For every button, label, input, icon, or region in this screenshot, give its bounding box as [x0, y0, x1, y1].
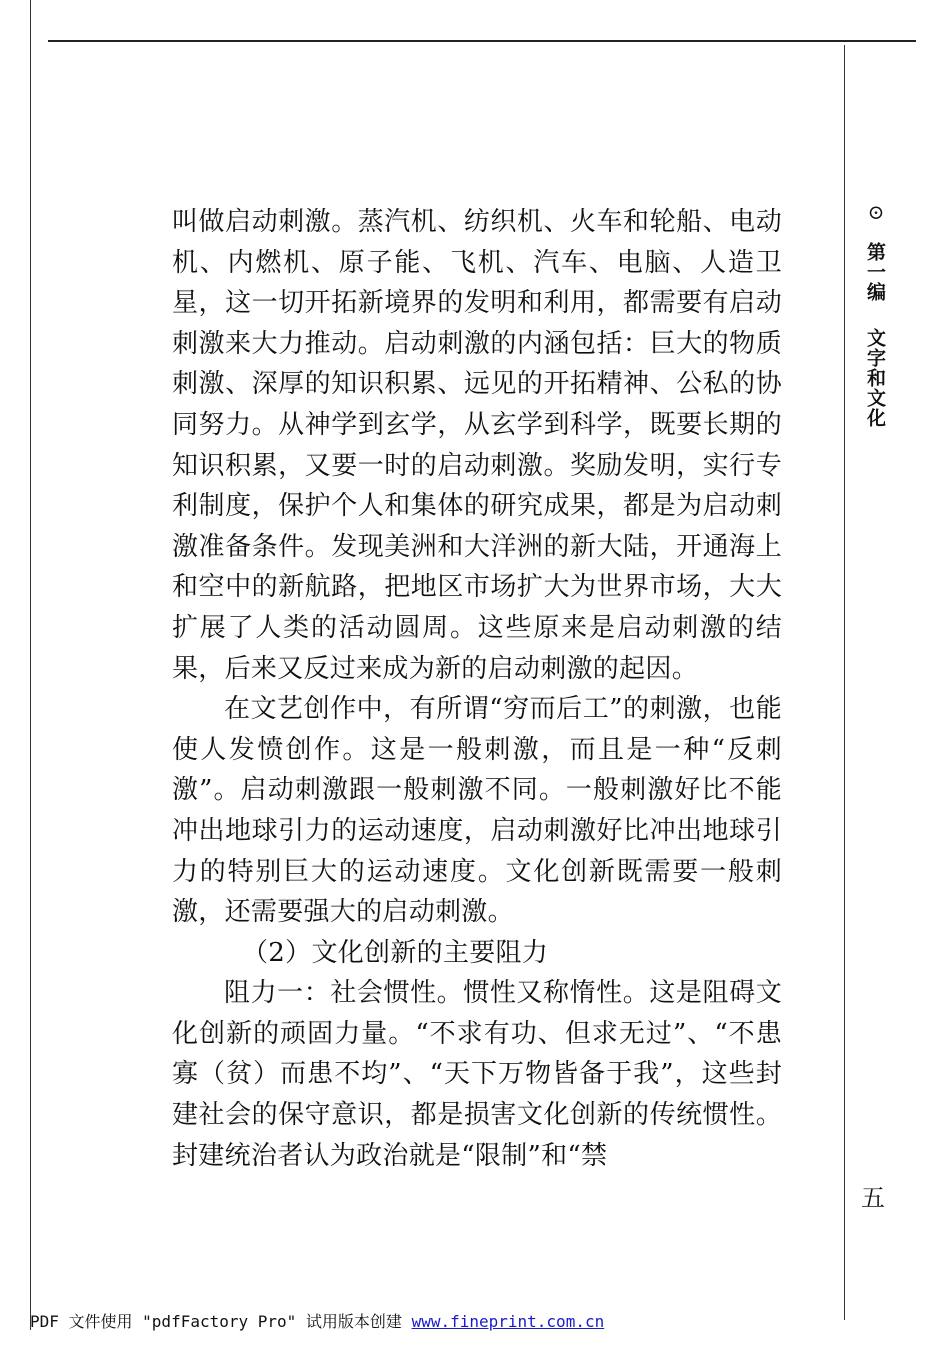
- left-margin-rule: [30, 0, 31, 1330]
- paragraph-3: 阻力一：社会惯性。惯性又称惰性。这是阻碍文化创新的顽固力量。“不求有功、但求无过”、“不患寡（贫）而患不均”、“天下万物皆备于我”，这些封建社会的保守意识，都是损害文化创新的传统惯性。封建统治者认为政治就是“限制”和“禁: [172, 978, 782, 1171]
- pdf-footer: [30, 1309, 604, 1332]
- body-text: [172, 202, 782, 1176]
- running-header: [862, 242, 888, 428]
- footer-text: PDF 文件使用 "pdfFactory Pro" 试用版本创建: [30, 1312, 412, 1331]
- footer-link[interactable]: www.fineprint.com.cn: [411, 1312, 605, 1331]
- paragraph-1: 叫做启动刺激。蒸汽机、纺织机、火车和轮船、电动机、内燃机、原子能、飞机、汽车、电脑、人造卫星，这一切开拓新境界的发明和利用，都需要有启动刺激来大力推动。启动刺激的内涵包括：巨大的物质刺激、深厚的知识积累、远见的开拓精神、公私的协同努力。从神学到玄学，从玄学到科学，既要长期的知识积累，又要一时的启动刺激。奖励发明，实行专利制度，保护个人和集体的研究成果，都是为启动刺激准备条件。发现美洲和大洋洲的新大陆，开通海上和空中的新航路，把地区市场扩大为世界市场，大大扩展了人类的活动圆周。这些原来是启动刺激的结果，后来又反过来成为新的启动刺激的起因。: [172, 207, 782, 684]
- part-label: 第一编: [864, 242, 886, 302]
- paragraph-2: 在文艺创作中，有所谓“穷而后工”的刺激，也能使人发愤创作。这是一般刺激，而且是一种“反刺激”。启动刺激跟一般刺激不同。一般刺激好比不能冲出地球引力的运动速度，启动刺激好比冲出地球引力的特别巨大的运动速度。文化创新既需要一般刺激，还需要强大的启动刺激。: [172, 694, 782, 928]
- circle-dot-icon: ⊙: [867, 200, 885, 224]
- section-label: 文字和文化: [864, 328, 886, 428]
- side-column-rule: [844, 45, 845, 1320]
- page-number: 五: [861, 1184, 885, 1212]
- section-heading: （2）文化创新的主要阻力: [242, 937, 549, 968]
- top-rule: [48, 40, 916, 42]
